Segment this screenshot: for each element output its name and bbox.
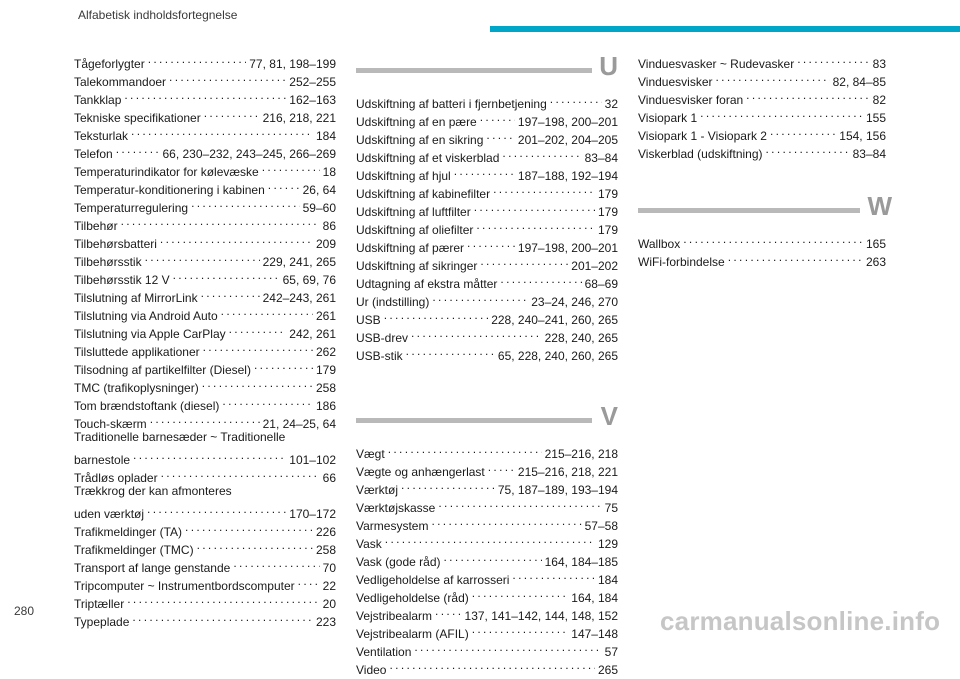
dot-leader: [474, 198, 595, 216]
section-rule: [356, 418, 592, 423]
index-entry-pages: 229, 241, 265: [262, 255, 336, 269]
index-entry-pages: 83–84: [852, 147, 886, 161]
index-entry-pages: 83: [872, 57, 886, 71]
index-entry-pages: 263: [865, 255, 886, 269]
index-entry-pages: 261: [315, 309, 336, 323]
running-header-title: Alfabetisk indholdsfortegnelse: [78, 8, 238, 22]
index-entry-pages: 20: [322, 597, 336, 611]
index-entry-pages: 21, 24–25, 64: [262, 417, 336, 431]
index-entry: [356, 90, 618, 111]
header-accent-bar: [490, 26, 960, 32]
dot-leader: [454, 162, 515, 180]
dot-leader: [550, 90, 602, 108]
index-entry-term: Værktøj: [356, 483, 398, 497]
dot-leader: [385, 530, 595, 548]
index-entry-term: TMC (trafikoplysninger): [74, 381, 199, 395]
section-v-continued-entries: [638, 50, 886, 161]
dot-leader: [124, 86, 286, 104]
index-entry-pages: 75, 187–189, 193–194: [497, 483, 618, 497]
index-entry-pages: 23–24, 246, 270: [531, 295, 618, 309]
index-entry-pages: 179: [597, 223, 618, 237]
index-entry-pages: 147–148: [571, 627, 618, 641]
index-entry-pages: 179: [315, 363, 336, 377]
index-entry-term: Tripcomputer ~ Instrumentbordscomputer: [74, 579, 295, 593]
dot-leader: [161, 464, 320, 482]
dot-leader: [512, 566, 595, 584]
index-entry-term: Typeplade: [74, 615, 130, 629]
index-entry-term: Varmesystem: [356, 519, 429, 533]
index-entry-term: Udtagning af ekstra måtter: [356, 277, 498, 291]
index-entry-pages: 77, 81, 198–199: [249, 57, 336, 71]
dot-leader: [229, 320, 287, 338]
index-entry-pages: 129: [597, 537, 618, 551]
index-entry-term: Vægte og anhængerlast: [356, 465, 485, 479]
dot-leader: [472, 584, 569, 602]
index-entry-pages: 22: [322, 579, 336, 593]
index-entry-term: Udskiftning af et viskerblad: [356, 151, 500, 165]
dot-leader: [715, 68, 829, 86]
index-entry-term: Udskiftning af luftfilter: [356, 205, 471, 219]
dot-leader: [770, 122, 836, 140]
index-entry: [356, 548, 618, 569]
index-entry-term: Transport af lange genstande: [74, 561, 231, 575]
index-entry-term: Triptæller: [74, 597, 125, 611]
index-entry-pages: 184: [315, 129, 336, 143]
watermark: carmanualsonline.info: [660, 606, 941, 636]
index-entry-pages: 32: [604, 97, 618, 111]
index-entry-pages: 26, 64: [302, 183, 336, 197]
index-entry-term: Touch-skærm: [74, 417, 147, 431]
index-entry-term: Tilslutning af MirrorLink: [74, 291, 198, 305]
index-entry-pages: 155: [865, 111, 886, 125]
index-entry-term: Trafikmeldinger (TA): [74, 525, 183, 539]
index-entry-term: Tilbehørsbatteri: [74, 237, 157, 251]
dot-leader: [169, 68, 286, 86]
index-entry: [356, 656, 618, 677]
index-entry-term: Tågeforlygter: [74, 57, 145, 71]
index-column-3: [638, 50, 892, 269]
index-column-1: [74, 50, 336, 629]
dot-leader: [254, 356, 313, 374]
dot-leader: [148, 50, 247, 68]
index-entry-term: Temperatur-konditionering i kabinen: [74, 183, 265, 197]
index-entry: [74, 50, 336, 71]
dot-leader: [414, 638, 601, 656]
index-entry: [74, 500, 336, 521]
index-entry-term: Vægt: [356, 447, 385, 461]
index-entry-pages: 187–188, 192–194: [517, 169, 618, 183]
index-entry: [74, 446, 336, 467]
index-entry-pages: 223: [315, 615, 336, 629]
index-entry-pages: 154, 156: [839, 129, 886, 143]
dot-leader: [197, 536, 313, 554]
section-letter-u: U: [599, 51, 618, 81]
dot-leader: [502, 144, 581, 162]
index-entry-term: Vejstribealarm (AFIL): [356, 627, 469, 641]
index-entry-pages: 75: [604, 501, 618, 515]
dot-leader: [201, 284, 260, 302]
dot-leader: [700, 104, 863, 122]
index-entry-term: Vask: [356, 537, 382, 551]
index-entry-pages: 201–202: [571, 259, 618, 273]
index-entry-pages: 164, 184: [571, 591, 618, 605]
dot-leader: [797, 50, 869, 68]
index-entry-pages: 242, 261: [289, 327, 336, 341]
index-entry: [356, 440, 618, 461]
dot-leader: [746, 86, 869, 104]
dot-leader: [202, 374, 313, 392]
index-entry-pages: 242–243, 261: [262, 291, 336, 305]
index-entry-term: Udskiftning af kabinefilter: [356, 187, 491, 201]
index-entry-term: Ventilation: [356, 645, 412, 659]
dot-leader: [131, 122, 313, 140]
section-header-u: [356, 50, 618, 90]
index-entry-pages: 197–198, 200–201: [517, 115, 618, 129]
index-entry-pages: 70: [322, 561, 336, 575]
dot-leader: [401, 476, 495, 494]
index-entry: [356, 530, 618, 551]
index-entry-pages: 170–172: [289, 507, 336, 521]
index-entry-term: Talekommandoer: [74, 75, 167, 89]
index-entry-term: Ur (indstilling): [356, 295, 430, 309]
dot-leader: [438, 494, 601, 512]
dot-leader: [467, 234, 515, 252]
section-rule: [638, 208, 860, 213]
index-entry-pages: 215–216, 218: [544, 447, 618, 461]
dot-leader: [488, 458, 515, 476]
index-entry-term: USB-stik: [356, 349, 403, 363]
index-entry-term: USB-drev: [356, 331, 409, 345]
dot-leader: [121, 212, 320, 230]
index-entry-term: Udskiftning af batteri i fjernbetjening: [356, 97, 547, 111]
index-entry-pages: 59–60: [302, 201, 336, 215]
index-entry-pages: 86: [322, 219, 336, 233]
dot-leader: [411, 324, 542, 342]
index-entry-pages: 228, 240, 265: [544, 331, 618, 345]
dot-leader: [493, 180, 595, 198]
dot-leader: [145, 248, 260, 266]
index-entry-term: Visiopark 1 - Visiopark 2: [638, 129, 767, 143]
index-entry-term: Udskiftning af en sikring: [356, 133, 484, 147]
index-entry-pages: 184: [597, 573, 618, 587]
index-entry-term: barnestole: [74, 453, 131, 467]
dot-leader: [127, 590, 319, 608]
index-entry-term: Udskiftning af sikringer: [356, 259, 478, 273]
dot-leader: [185, 518, 313, 536]
dot-leader: [132, 608, 313, 626]
dot-leader: [233, 554, 319, 572]
index-entry-term: Temperaturindikator for kølevæske: [74, 165, 259, 179]
dot-leader: [203, 338, 313, 356]
index-entry-term: Vinduesvisker foran: [638, 93, 744, 107]
dot-leader: [384, 306, 489, 324]
dot-leader: [173, 266, 280, 284]
index-entry-term: Vedligeholdelse (råd): [356, 591, 469, 605]
index-entry-term: Trækkrog der kan afmonteres: [74, 484, 232, 498]
index-entry-term: Viskerblad (udskiftning): [638, 147, 763, 161]
dot-leader: [389, 656, 594, 674]
index-entry-pages: 258: [315, 381, 336, 395]
index-entry-term: Trafikmeldinger (TMC): [74, 543, 194, 557]
index-entry-pages: 57: [604, 645, 618, 659]
index-entry-term: Værktøjskasse: [356, 501, 436, 515]
index-entry-pages: 228, 240–241, 260, 265: [491, 313, 618, 327]
dot-leader: [476, 216, 595, 234]
index-entry-pages: 164, 184–185: [544, 555, 618, 569]
index-entry-term: Video: [356, 663, 387, 677]
section-u-entries: [356, 90, 618, 363]
index-entry-pages: 82, 84–85: [832, 75, 886, 89]
index-entry-term: Tankklap: [74, 93, 122, 107]
index-entry-term: Telefon: [74, 147, 113, 161]
index-entry-pages: 216, 218, 221: [262, 111, 336, 125]
dot-leader: [221, 302, 313, 320]
index-entry-pages: 265: [597, 663, 618, 677]
index-entry-pages: 101–102: [289, 453, 336, 467]
dot-leader: [480, 108, 515, 126]
index-entry-pages: 165: [865, 237, 886, 251]
index-entry-pages: 179: [597, 205, 618, 219]
dot-leader: [133, 446, 286, 464]
index-entry-term: USB: [356, 313, 381, 327]
index-entry-pages: 162–163: [289, 93, 336, 107]
dot-leader: [500, 270, 581, 288]
index-entry-pages: 68–69: [584, 277, 618, 291]
index-entry-pages: 197–198, 200–201: [517, 241, 618, 255]
dot-leader: [262, 158, 320, 176]
index-entry-term: Tom brændstoftank (diesel): [74, 399, 220, 413]
section-v-entries: [356, 440, 618, 677]
index-entry-term: Udskiftning af en pære: [356, 115, 477, 129]
dot-leader: [472, 620, 569, 638]
index-entry-term: Wallbox: [638, 237, 681, 251]
index-entry-pages: 209: [315, 237, 336, 251]
index-entry-term: Tilslutning via Apple CarPlay: [74, 327, 226, 341]
index-entry-term: WiFi-forbindelse: [638, 255, 725, 269]
index-entry-term: Vedligeholdelse af karrosseri: [356, 573, 510, 587]
page-number: 280: [14, 604, 35, 618]
index-entry-term: uden værktøj: [74, 507, 145, 521]
index-entry-term: Udskiftning af pærer: [356, 241, 465, 255]
dot-leader: [435, 602, 461, 620]
dot-leader: [406, 342, 495, 360]
index-entry-pages: 65, 228, 240, 260, 265: [497, 349, 618, 363]
index-entry-term: Teksturlak: [74, 129, 129, 143]
index-entry-pages: 252–255: [289, 75, 336, 89]
dot-leader: [222, 392, 313, 410]
index-entry-term: Udskiftning af oliefilter: [356, 223, 474, 237]
section-letter-v: V: [600, 401, 618, 431]
dot-leader: [150, 410, 260, 428]
index-entry-term: Tilsodning af partikelfilter (Diesel): [74, 363, 251, 377]
index-entry-pages: 179: [597, 187, 618, 201]
index-entry-pages: 82: [872, 93, 886, 107]
section-rule: [356, 68, 592, 73]
dot-leader: [191, 194, 300, 212]
index-entry: [638, 50, 886, 71]
index-entry-pages: 57–58: [584, 519, 618, 533]
index-entry-term: Temperaturregulering: [74, 201, 189, 215]
dot-leader: [728, 248, 863, 266]
index-entry-term: Tilslutning via Android Auto: [74, 309, 218, 323]
dot-leader: [766, 140, 850, 158]
dot-leader: [298, 572, 320, 590]
dot-leader: [444, 548, 542, 566]
index-entry: [638, 230, 886, 251]
index-entry-pages: 226: [315, 525, 336, 539]
dot-leader: [204, 104, 260, 122]
index-entry-pages: 262: [315, 345, 336, 359]
index-entry-term: Tekniske specifikationer: [74, 111, 201, 125]
index-entry-term: Trådløs oplader: [74, 471, 158, 485]
dot-leader: [268, 176, 300, 194]
dot-leader: [116, 140, 160, 158]
index-entry-pages: 18: [322, 165, 336, 179]
index-entry-term: Vask (gode råd): [356, 555, 441, 569]
index-entry-pages: 201–202, 204–205: [517, 133, 618, 147]
section-header-w: [638, 190, 892, 230]
index-entry-term: Udskiftning af hjul: [356, 169, 451, 183]
dot-leader: [388, 440, 542, 458]
index-entry-term: Tilbehør: [74, 219, 118, 233]
index-entry-term: Tilbehørsstik: [74, 255, 142, 269]
dot-leader: [432, 288, 528, 306]
index-entry-term: Tilsluttede applikationer: [74, 345, 200, 359]
index-entry-term: Vinduesvisker: [638, 75, 713, 89]
index-entry-term: Tilbehørsstik 12 V: [74, 273, 170, 287]
index-entry-pages: 83–84: [584, 151, 618, 165]
dot-leader: [486, 126, 514, 144]
index-entry-term: Visiopark 1: [638, 111, 698, 125]
dot-leader: [431, 512, 581, 530]
section-letter-w: W: [867, 191, 892, 221]
index-entry-pages: 215–216, 218, 221: [517, 465, 618, 479]
index-entry-pages: 66, 230–232, 243–245, 266–269: [162, 147, 336, 161]
index-entry-pages: 65, 69, 76: [282, 273, 336, 287]
dot-leader: [160, 230, 313, 248]
index-entry-pages: 258: [315, 543, 336, 557]
section-header-v: [356, 400, 618, 440]
dot-leader: [480, 252, 568, 270]
index-entry-term: Vinduesvasker ~ Rudevasker: [638, 57, 795, 71]
index-entry-term: Vejstribealarm: [356, 609, 433, 623]
dot-leader: [147, 500, 286, 518]
index-entry-pages: 186: [315, 399, 336, 413]
index-entry-term: Traditionelle barnesæder ~ Traditionelle: [74, 430, 286, 444]
index-column-2: [356, 50, 618, 677]
index-entry-pages: 66: [322, 471, 336, 485]
index-entry-pages: 137, 141–142, 144, 148, 152: [464, 609, 618, 623]
section-w-entries: [638, 230, 886, 269]
dot-leader: [683, 230, 863, 248]
